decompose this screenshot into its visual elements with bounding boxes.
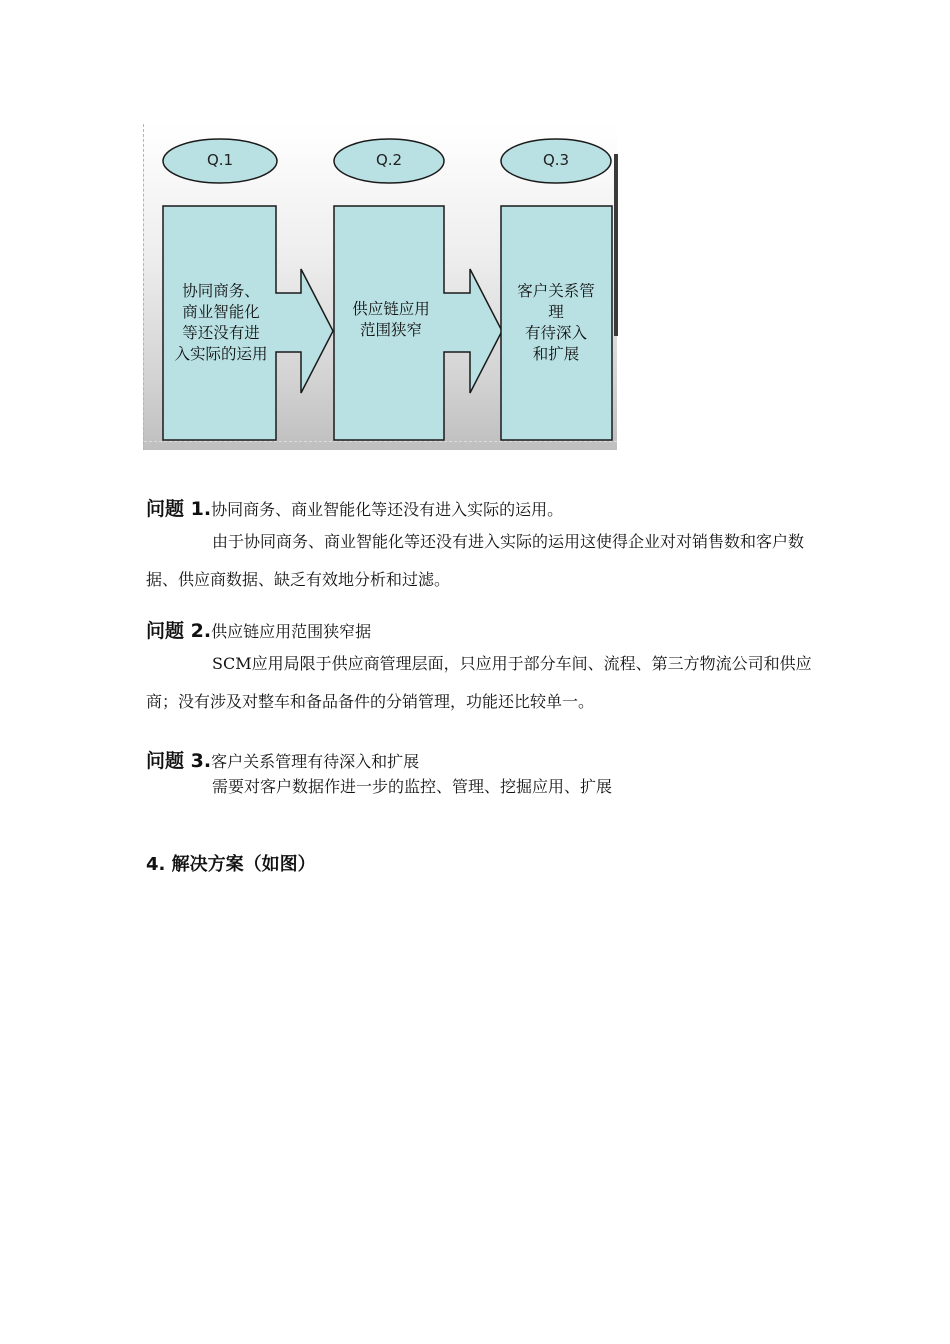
box-2-text: 供应链应用 范围狭窄 [352,300,430,339]
problem-1-title: 协同商务、商业智能化等还没有进入实际的运用。 [211,500,564,519]
problem-1-body: 由于协同商务、商业智能化等还没有进入实际的运用这使得企业对对销售数和客户数据、供应商数据、缺乏有效地分析和过滤。 [146,532,805,589]
problem-flow-diagram [143,124,617,450]
box-3-text: 客户关系管 理 有待深入 和扩展 [517,282,595,363]
figure-bottom-line [144,441,617,442]
problem-2-title: 供应链应用范围狭窄据 [211,622,372,641]
q2-label: Q.2 [375,151,403,169]
solution-heading: 4. 解决方案（如图） [146,854,316,875]
problem-2-label: 问题 2. [146,620,212,642]
problem-3-title: 客户关系管理有待深入和扩展 [211,752,420,771]
box-1-text: 协同商务、 商业智能化 等还没有进 入实际的运用 [174,282,268,363]
problem-1-label: 问题 1. [146,498,212,520]
problem-3-section [146,750,816,799]
q1-label: Q.1 [206,151,234,169]
problem-2-section [146,620,816,721]
q3-label: Q.3 [542,151,570,169]
problem-3-label: 问题 3. [146,750,212,772]
problem-2-body: SCM应用局限于供应商管理层面，只应用于部分车间、流程、第三方物流公司和供应商；没有涉及对整车和备品备件的分销管理，功能还比较单一。 [146,654,812,711]
problem-1-section [146,498,816,599]
problem-1-heading [146,498,816,521]
figure-right-edge [614,154,618,336]
problem-3-heading [146,750,816,773]
problem-3-body: 需要对客户数据作进一步的监控、管理、挖掘应用、扩展 [212,777,613,796]
problem-2-heading [146,620,816,643]
